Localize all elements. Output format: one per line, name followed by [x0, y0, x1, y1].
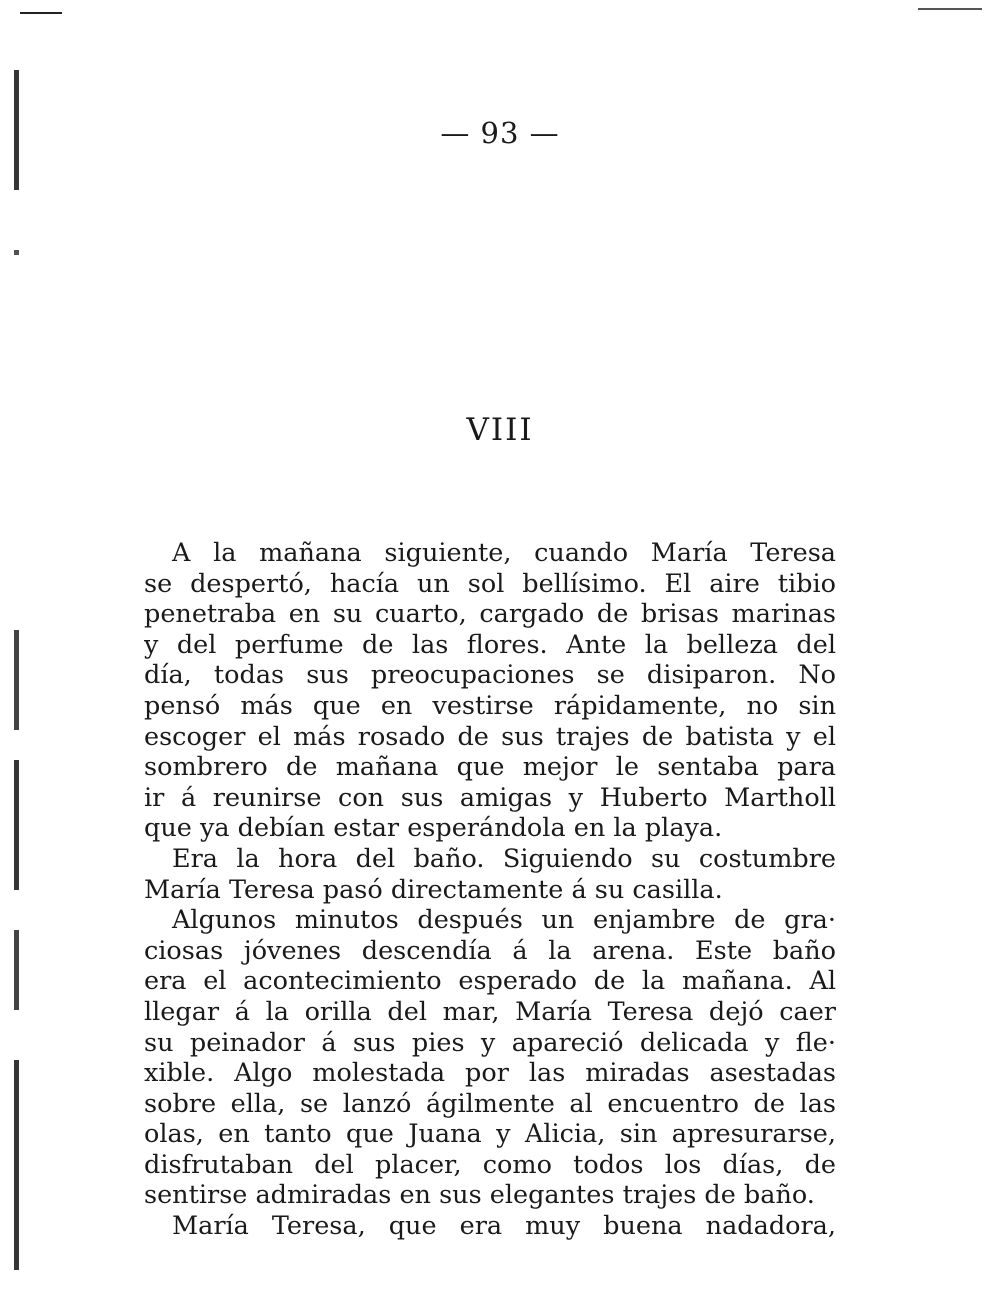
text-line: María Teresa pasó directamente á su casilla.: [144, 874, 723, 905]
scan-artifact-top-left: [20, 12, 62, 14]
text-line: xible. Algo molestada por las miradas asestadas: [144, 1058, 836, 1089]
text-line: pensó más que en vestirse rápidamente, no sin: [144, 690, 836, 721]
text-line: ciosas jóvenes descendía á la arena. Este baño: [144, 935, 836, 966]
text-line: llegar á la orilla del mar, María Teresa dejó caer: [144, 996, 836, 1027]
chapter-heading: VIII: [466, 412, 534, 448]
text-line: ir á reunirse con sus amigas y Huberto Martholl: [144, 782, 836, 813]
text-line: su peinador á sus pies y apareció delicada y fle·: [144, 1027, 836, 1058]
text-line: y del perfume de las flores. Ante la belleza del: [144, 629, 836, 660]
text-line: Era la hora del baño. Siguiendo su costumbre: [172, 843, 836, 874]
text-line: era el acontecimiento esperado de la mañana. Al: [144, 966, 836, 997]
scan-artifact-top-right: [918, 8, 982, 10]
scan-artifact-left-edge: [14, 70, 19, 1270]
text-line: sentirse admiradas en sus elegantes trajes de baño.: [144, 1180, 815, 1211]
text-line: Algunos minutos después un enjambre de gra·: [172, 905, 836, 936]
text-line: María Teresa, que era muy buena nadadora,: [172, 1211, 836, 1242]
text-line: A la mañana siguiente, cuando María Teresa: [172, 538, 836, 568]
text-line: día, todas sus preocupaciones se disiparon. No: [144, 660, 836, 691]
text-line: olas, en tanto que Juana y Alicia, sin apresurarse,: [144, 1119, 836, 1150]
text-line: disfrutaban del placer, como todos los días, de: [144, 1149, 836, 1180]
text-line: sombrero de mañana que mejor le sentaba para: [144, 752, 836, 783]
text-line: penetraba en su cuarto, cargado de brisas marinas: [144, 599, 836, 630]
text-line: sobre ella, se lanzó ágilmente al encuentro de las: [144, 1088, 836, 1119]
text-line: escoger el más rosado de sus trajes de batista y el: [144, 721, 836, 752]
page-number: — 93 —: [440, 116, 560, 150]
body-text: [144, 538, 836, 1242]
text-line: se despertó, hacía un sol bellísimo. El aire tibio: [144, 568, 836, 599]
text-line: que ya debían estar esperándola en la playa.: [144, 813, 723, 844]
